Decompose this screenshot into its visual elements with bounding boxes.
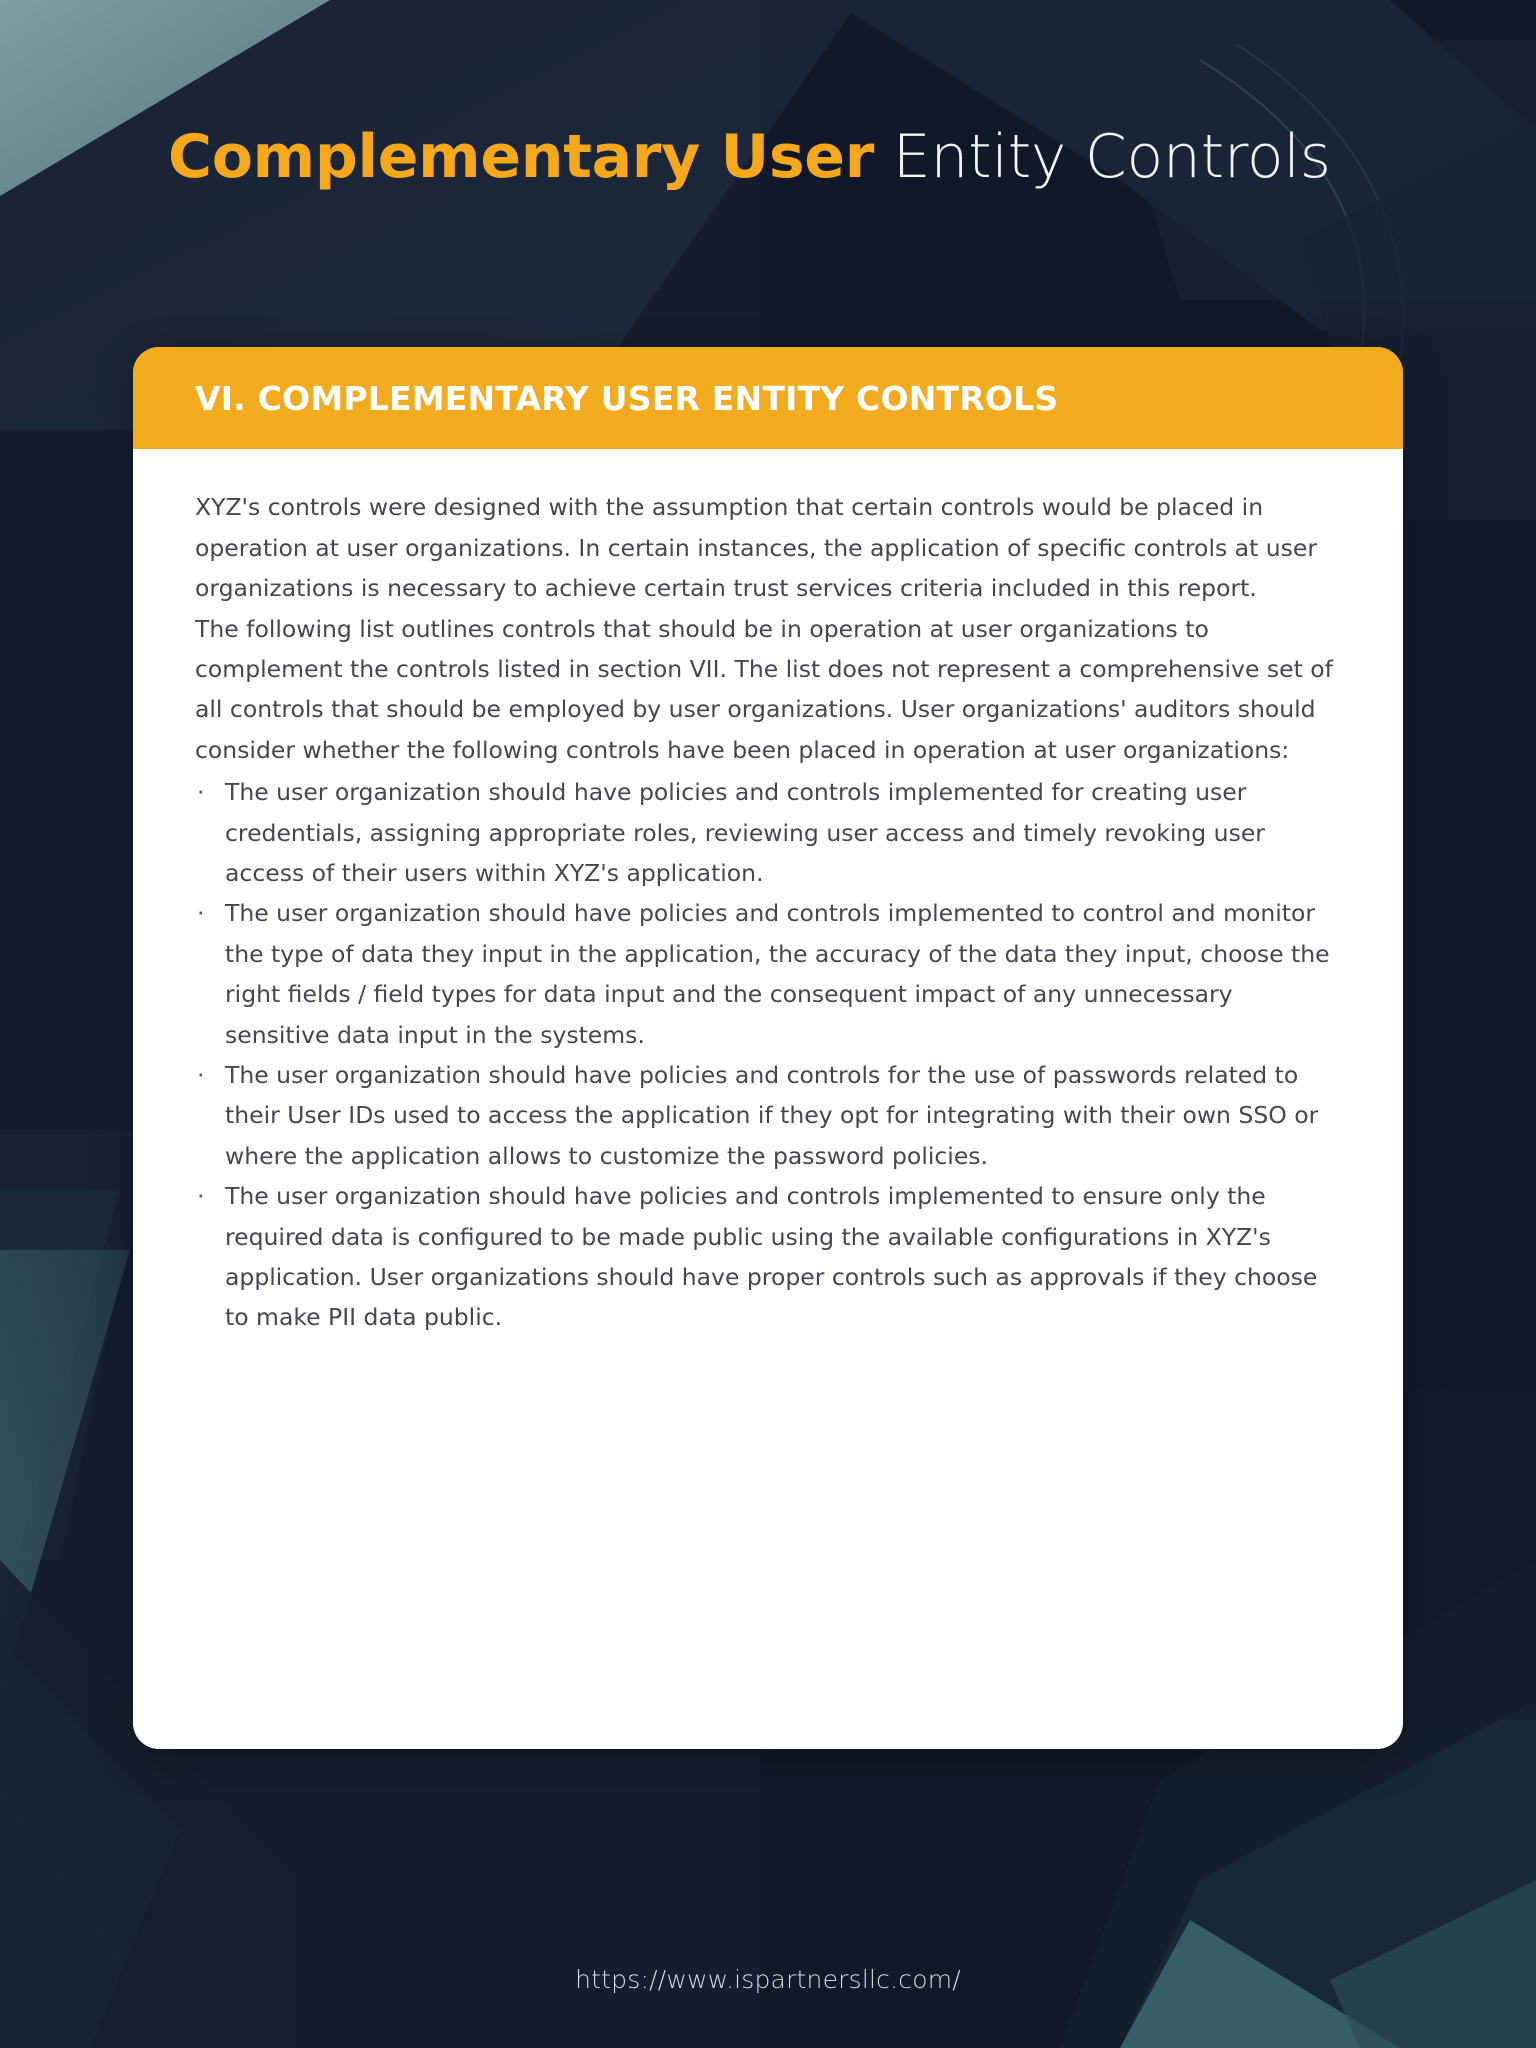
section-heading: VI. COMPLEMENTARY USER ENTITY CONTROLS: [195, 379, 1059, 418]
footer: [0, 1965, 1536, 1994]
page-title-plain: Entity Controls: [874, 122, 1331, 192]
list-item: [195, 1055, 1341, 1176]
list-item: [195, 772, 1341, 893]
list-item-text: The user organization should have policies and controls implemented for creating user credentials, assigning appropriate roles, reviewing user access and timely revoking user access of their users within XYZ's application.: [225, 778, 1265, 887]
card-header: [133, 347, 1403, 449]
footer-url[interactable]: https://www.ispartnersllc.com/: [575, 1965, 961, 1994]
card-body: [133, 449, 1403, 1749]
intro-paragraph-1: XYZ's controls were designed with the assumption that certain controls would be placed in operation at user organizations. In certain instances, the application of specific controls at user organizations is necessary to achieve certain trust services criteria included in this report.: [195, 493, 1318, 603]
controls-list: [195, 772, 1341, 1338]
page-title-accent: Complementary User: [168, 122, 874, 192]
page-title: [168, 122, 1408, 192]
list-item-text: The user organization should have policies and controls for the use of passwords related to their User IDs used to access the application if they opt for integrating with their own SSO or where the application allows to customize the password policies.: [225, 1060, 1319, 1170]
list-item: [195, 1176, 1341, 1338]
list-item: [195, 893, 1341, 1055]
bullet-marker-icon: ·: [197, 1182, 205, 1211]
bullet-marker-icon: ·: [197, 778, 205, 807]
list-item-text: The user organization should have policies and controls implemented to ensure only the required data is configured to be made public using the available configurations in XYZ's application. User organizations should have proper controls such as approvals if they choose to make PII data public.: [225, 1182, 1318, 1332]
bullet-marker-icon: ·: [197, 1060, 205, 1089]
bullet-marker-icon: ·: [197, 899, 205, 928]
intro-paragraph-2: The following list outlines controls that should be in operation at user organizations to complement the controls listed in section VII. The list does not represent a comprehensive set of all controls that should be employed by user organizations. User organizations' auditors should consider whether the following controls have been placed in operation at user organizations:: [195, 614, 1333, 764]
list-item-text: The user organization should have policies and controls implemented to control and monitor the type of data they input in the application, the accuracy of the data they input, choose the right fields / field types for data input and the consequent impact of any unnecessary sensitive data input in the systems.: [225, 899, 1330, 1049]
content-card: [133, 347, 1403, 1749]
page-title-wrap: [168, 122, 1408, 192]
